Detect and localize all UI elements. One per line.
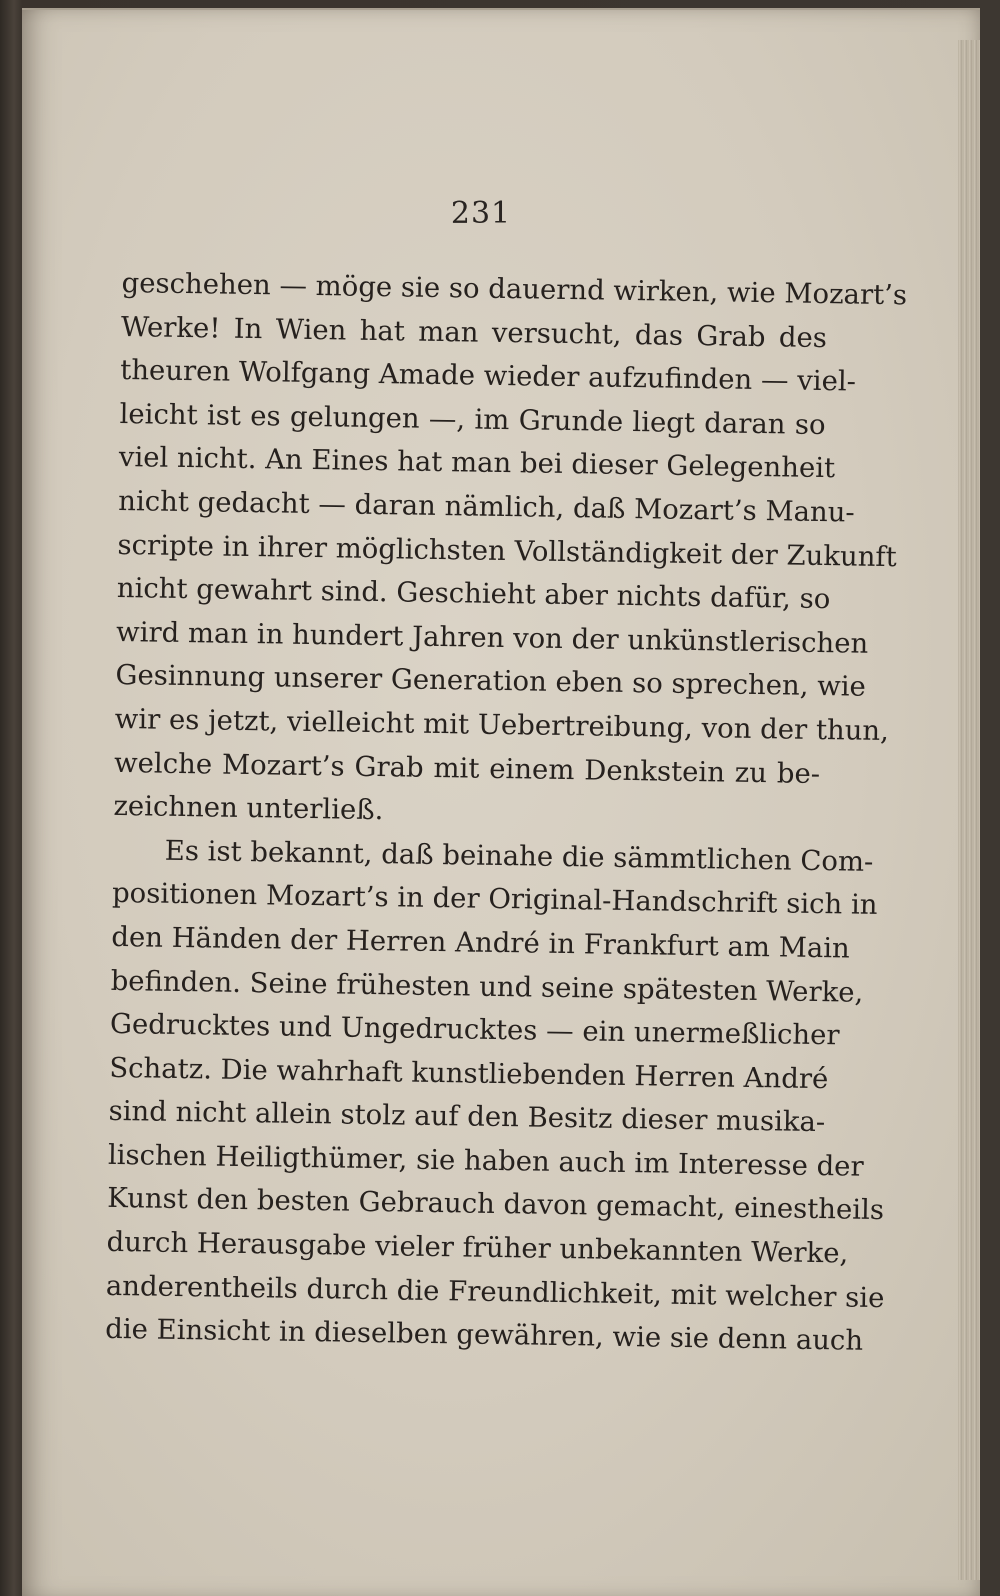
text-line: wir es jetzt, vielleicht mit Uebertreibung, von der thun, <box>114 702 890 748</box>
page-number: 231 <box>450 196 512 231</box>
text-line: nicht gewahrt sind. Geschieht aber nichts dafür, so <box>116 572 831 616</box>
body-text <box>104 262 908 1363</box>
text-line: Kunst den besten Gebrauch davon gemacht, einestheils <box>107 1182 885 1227</box>
text-line: geschehen — möge sie so dauernd wirken, wie Mozart’s <box>121 266 908 312</box>
text-line: viel nicht. An Eines hat man bei dieser Gelegenheit <box>118 441 836 485</box>
text-line: scripte in ihrer möglichsten Vollständigkeit der Zukunft <box>117 528 897 573</box>
page-edges <box>958 40 980 1580</box>
text-line: lischen Heiligthümer, sie haben auch im Interesse der <box>107 1138 864 1183</box>
text-line: theuren Wolfgang Amade wieder aufzufinden — viel- <box>120 354 857 398</box>
text-line: Gesinnung unserer Generation eben so sprechen, wie <box>115 659 867 704</box>
text-line: leicht ist es gelungen —, im Grunde liegt daran so <box>119 397 826 441</box>
text-line: nicht gedacht — daran nämlich, daß Mozart’s Manu- <box>117 484 855 529</box>
text-line: durch Herausgabe vieler früher unbekannten Werke, <box>106 1225 849 1270</box>
text-line: anderentheils durch die Freundlichkeit, mit welcher sie <box>105 1269 885 1314</box>
text-line: sind nicht allein stolz auf den Besitz dieser musika- <box>108 1095 826 1139</box>
text-line: positionen Mozart’s in der Original-Handschrift sich in <box>111 877 878 922</box>
text-line: Schatz. Die wahrhaft kunstliebenden Herren André <box>109 1051 829 1095</box>
text-line: Gedrucktes und Ungedrucktes — ein unermeßlicher <box>109 1008 840 1052</box>
text-line: welche Mozart’s Grab mit einem Denkstein zu be- <box>113 746 821 790</box>
text-line: Werke! In Wien hat man versucht, das Grab des <box>120 310 828 354</box>
page-sheet <box>22 8 980 1596</box>
text-line: den Händen der Herren André in Frankfurt am Main <box>111 920 851 965</box>
text-line: befinden. Seine frühesten und seine spätesten Werke, <box>110 964 864 1009</box>
text-line: wird man in hundert Jahren von der unkünstlerischen <box>115 615 869 660</box>
text-line: die Einsicht in dieselben gewähren, wie sie denn auch <box>104 1313 864 1358</box>
text-line-paragraph-end: zeichnen unterließ. <box>113 790 384 827</box>
text-line-paragraph-start: Es ist bekannt, daß beinahe die sämmtlichen Com- <box>164 834 874 878</box>
